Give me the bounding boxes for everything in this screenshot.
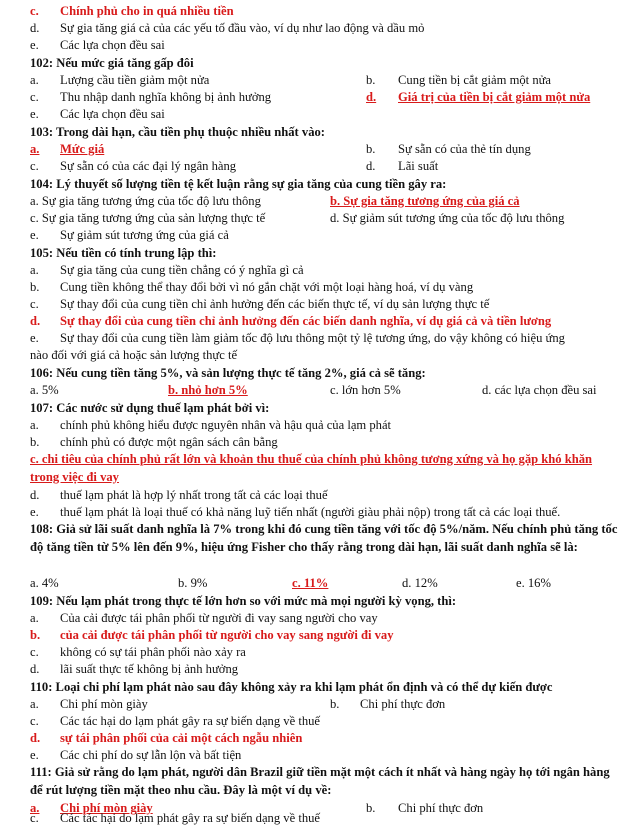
- q110-row-e: e. Các chi phí do sự lẫn lộn và bất tiện: [30, 748, 242, 762]
- question-104: 104: Lý thuyết số lượng tiền tệ kết luận rằng sự gia tăng của cung tiền gây ra:: [30, 177, 447, 191]
- q103-row-ab: a. Mức giá b. Sự sẵn có của thẻ tín dụng: [30, 142, 531, 156]
- q109-row-c: c. không có sự tái phân phối nào xảy ra: [30, 645, 246, 659]
- question-110: 110: Loại chi phí lạm phát nào sau đây không xảy ra khi lạm phát ổn định và có thể dự kiến được: [30, 680, 553, 694]
- option-d: d. Sự gia tăng giá cả của các yếu tố đầu vào, ví dụ như lao động và dầu mỏ: [30, 21, 425, 35]
- q105-row-e-cont: nào đối với giá cả hoặc sản lượng thực tế: [30, 348, 238, 362]
- q102-row-ab: a. Lượng cầu tiền giảm một nửa b. Cung tiền bị cắt giảm một nửa: [30, 73, 552, 87]
- question-106: 106: Nếu cung tiền tăng 5%, và sản lượng thực tế tăng 2%, giá cả sẽ tăng:: [30, 366, 426, 380]
- q105-row-a: a. Sự gia tăng của cung tiền chẳng có ý nghĩa gì cả: [30, 263, 304, 277]
- question-109: 109: Nếu lạm phát trong thực tế lớn hơn so với mức mà mọi người kỳ vọng, thì:: [30, 594, 457, 608]
- question-107: 107: Các nước sử dụng thuế lạm phát bởi vì:: [30, 401, 270, 415]
- q111-row-ab: a. Chi phí mòn giày b. Chi phí thực đơn: [30, 801, 484, 815]
- q107-row-b: b. chính phủ có được một ngân sách cân bằng: [30, 435, 278, 449]
- q106-options: a. 5% b. nhỏ hơn 5% c. lớn hơn 5% d. các lựa chọn đều sai: [30, 383, 597, 397]
- q107-row-a: a. chính phủ không hiểu được nguyên nhân và hậu quả của lạm phát: [30, 418, 392, 432]
- q104-row-ab: a. Sự gia tăng tương ứng của tốc độ lưu thông b. Sự gia tăng tương ứng của giá cả: [30, 194, 520, 208]
- q103-row-cd: c. Sự sẵn có của các đại lý ngân hàng d. Lãi suất: [30, 159, 439, 173]
- q110-row-d-answer: d. sự tái phân phối của cải một cách ngẫu nhiên: [30, 731, 303, 745]
- q104-row-cd: c. Sự gia tăng tương ứng của sản lượng thực tế d. Sự giảm sút tương ứng của tốc độ lưu thông: [30, 211, 565, 225]
- option-e: e. Các lựa chọn đều sai: [30, 38, 165, 52]
- q104-row-e: e. Sự giảm sút tương ứng của giá cả: [30, 228, 229, 242]
- question-111: 111: Giả sử rằng do lạm phát, người dân Brazil giữ tiền mặt một cách ít nhất và hàng ngày họ tới ngân hàng để rút lượng tiền mặt theo nhu cầu. Đây là một ví dụ về:: [30, 765, 610, 797]
- q110-row-ab: a. Chi phí mòn giày b. Chi phí thực đơn: [30, 697, 446, 711]
- question-105: 105: Nếu tiền có tính trung lập thì:: [30, 246, 217, 260]
- q109-row-d: d. lãi suất thực tế không bị ảnh hưởng: [30, 662, 239, 676]
- q105-row-c: c. Sự thay đổi của cung tiền chỉ ảnh hưởng đến các biến thực tế, ví dụ sản lượng thực tế: [30, 297, 490, 311]
- question-108: 108: Giả sử lãi suất danh nghĩa là 7% trong khi đó cung tiền tăng với tốc độ 5%/năm. Nếu chính phủ tăng tốc độ tăng tiền từ 5% lên đến 9%, hiệu ứng Fisher cho thấy rằng trong dài hạn, lãi suất danh nghĩa sẽ là:: [30, 522, 618, 554]
- option-c-answer: c. Chính phủ cho in quá nhiều tiền: [30, 4, 234, 18]
- question-102: 102: Nếu mức giá tăng gấp đôi: [30, 56, 194, 70]
- q102-row-e: e. Các lựa chọn đều sai: [30, 107, 165, 121]
- q105-row-e: e. Sự thay đổi của cung tiền làm giảm tốc độ lưu thông một tỷ lệ tương ứng, do vậy không có hiệu ứng: [30, 331, 565, 345]
- q102-row-cd: c. Thu nhập danh nghĩa không bị ảnh hưởng d. Giá trị của tiền bị cắt giảm một nửa: [30, 90, 591, 104]
- q111-row-c: c. Các tác hại do lạm phát gây ra sự biến dạng về thuế: [30, 811, 321, 825]
- q109-row-b-answer: b. của cải được tái phân phối từ người cho vay sang người đi vay: [30, 628, 394, 642]
- q110-row-c: c. Các tác hại do lạm phát gây ra sự biến dạng về thuế: [30, 714, 321, 728]
- q108-options: a. 4% b. 9% c. 11% d. 12% e. 16%: [30, 576, 551, 590]
- q107-row-e: e. thuế lạm phát là loại thuế có khả năng luỹ tiến nhất (người giàu phải nộp) trong tất cả các loại thuế.: [30, 505, 561, 519]
- q107-row-d: d. thuế lạm phát là hợp lý nhất trong tất cả các loại thuế: [30, 488, 328, 502]
- q105-row-d-answer: d. Sự thay đổi của cung tiền chỉ ảnh hưởng đến các biến danh nghĩa, ví dụ giá cả và tiền lương: [30, 314, 552, 328]
- question-103: 103: Trong dài hạn, cầu tiền phụ thuộc nhiều nhất vào:: [30, 125, 325, 139]
- q105-row-b: b. Cung tiền không thể thay đổi bởi vì nó gắn chặt với một loại hàng hoá, ví dụ vàng: [30, 280, 474, 294]
- q109-row-a: a. Của cải được tái phân phối từ người đi vay sang người cho vay: [30, 611, 378, 625]
- q107-row-c-answer: c. chi tiêu của chính phủ rất lớn và khoản thu thuế của chính phủ không tương xứng và họ gặp khó khăn trong việc đi vay: [30, 452, 593, 484]
